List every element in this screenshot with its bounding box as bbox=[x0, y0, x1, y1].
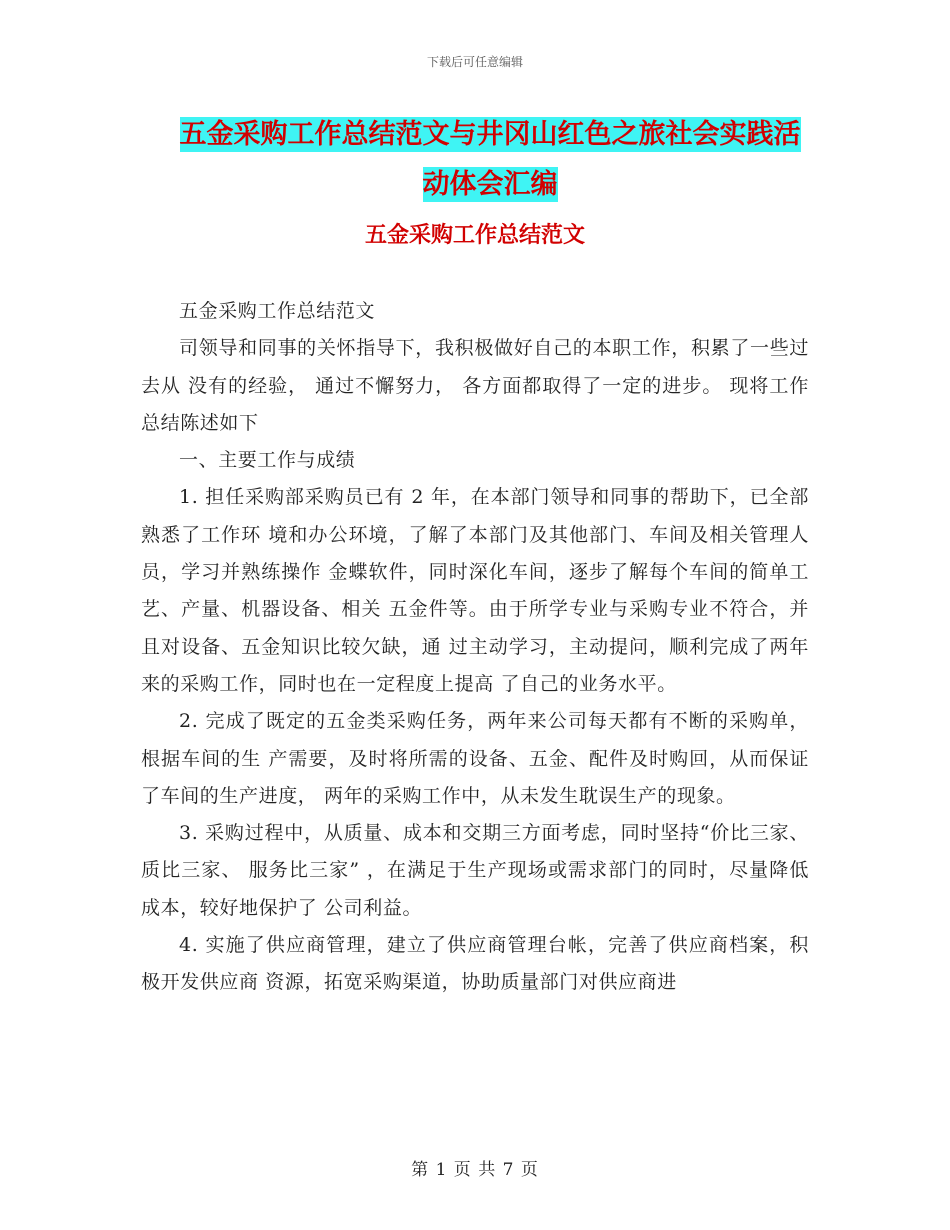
paragraph: 2. 完成了既定的五金类采购任务，两年来公司每天都有不断的采购单，根据车间的生 产需要，及时将所需的设备、五金、配件及时购回，从而保证了车间的生产进度， 两年的采购工作中，从未发生耽误生产的现象。 bbox=[141, 710, 809, 807]
paragraph: 五金采购工作总结范文 bbox=[179, 300, 376, 322]
paragraph: 1. 担任采购部采购员已有 2 年，在本部门领导和同事的帮助下，已全部熟悉了工作环 境和办公环境，了解了本部门及其他部门、车间及相关管理人员，学习并熟练操作 金蝶软件，同时深化车间，逐步了解每个车间的简单工艺、产量、机器设备、相关 五金件等。由于所学专业与采购专业不符合，并且对设备、五金知识比较欠缺，通 过主动学习，主动提问，顺利完成了两年来的采购工作，同时也在一定程度上提高 了自己的业务水平。 bbox=[141, 486, 809, 695]
page-indicator: 第 1 页 共 7 页 bbox=[411, 1160, 539, 1180]
document-title bbox=[140, 110, 840, 210]
document-body bbox=[141, 293, 809, 1002]
paragraph: 3. 采购过程中，从质量、成本和交期三方面考虑，同时坚持“价比三家、质比三家、 服务比三家” ，在满足于生产现场或需求部门的同时，尽量降低成本，较好地保护了 公司利益。 bbox=[141, 822, 809, 919]
paragraph: 4. 实施了供应商管理，建立了供应商管理台帐，完善了供应商档案，积极开发供应商 资源，拓宽采购渠道，协助质量部门对供应商进 bbox=[141, 934, 809, 994]
section-title: 五金采购工作总结范文 bbox=[364, 223, 585, 248]
header-note: 下载后可任意编辑 bbox=[426, 55, 523, 69]
document-title-line-1: 五金采购工作总结范文与井冈山红色之旅社会实践活 bbox=[179, 119, 801, 150]
paragraph: 一、主要工作与成绩 bbox=[179, 449, 356, 472]
document-title-line-2: 动体会汇编 bbox=[422, 169, 558, 200]
paragraph: 司领导和同事的关怀指导下，我积极做好自己的本职工作，积累了一些过去从 没有的经验， 通过不懈努力， 各方面都取得了一定的进步。 现将工作总结陈述如下 bbox=[141, 337, 809, 434]
